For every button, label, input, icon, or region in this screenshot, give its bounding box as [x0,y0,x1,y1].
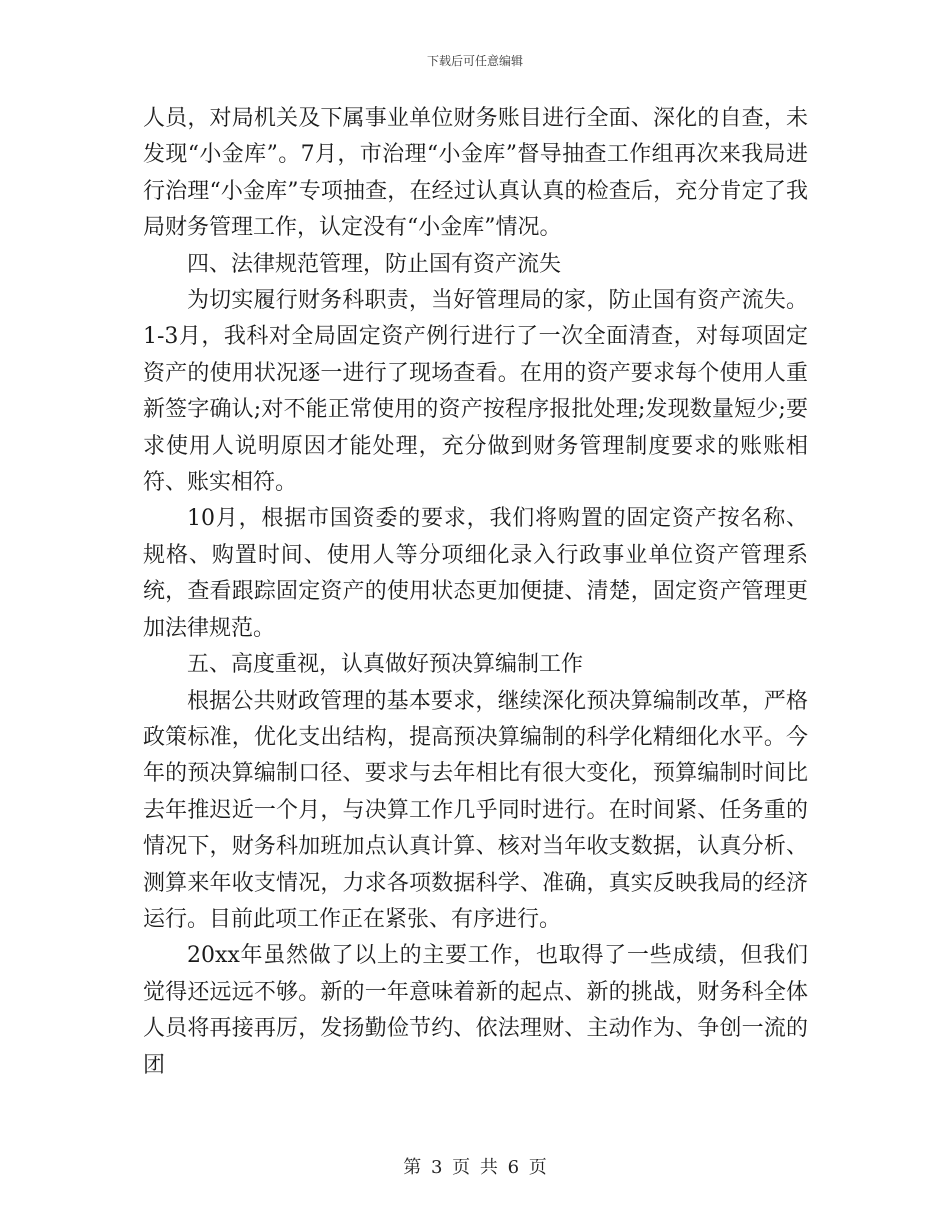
page-number-footer: 第 3 页 共 6 页 [403,1157,547,1178]
paragraph-1: 人员，对局机关及下属事业单位财务账目进行全面、深化的自查，未发现“小金库”。7月，市治理“小金库”督导抽查工作组再次来我局进行治理“小金库”专项抽查，在经过认真认真的检查后，充分肯定了我局财务管理工作，认定没有“小金库”情况。 [143,106,808,241]
paragraph-2: 为切实履行财务科职责，当好管理局的家，防止国有资产流失。1-3月，我科对全局固定资产例行进行了一次全面清查，对每项固定资产的使用状况逐一进行了现场查看。在用的资产要求每个使用人重新签字确认;对不能正常使用的资产按程序报批处理;发现数量短少;要求使用人说明原因才能处理，充分做到财务管理制度要求的账账相符、账实相符。 [143,288,808,496]
paragraph-3: 10月，根据市国资委的要求，我们将购置的固定资产按名称、规格、购置时间、使用人等分项细化录入行政事业单位资产管理系统，查看跟踪固定资产的使用状态更加便捷、清楚，固定资产管理更加法律规范。 [143,506,808,641]
paragraph-4: 根据公共财政管理的基本要求，继续深化预决算编制改革，严格政策标准，优化支出结构，提高预决算编制的科学化精细化水平。今年的预决算编制口径、要求与去年相比有很大变化，预算编制时间比去年推迟近一个月，与决算工作几乎同时进行。在时间紧、任务重的情况下，财务科加班加点认真计算、核对当年收支数据，认真分析、测算来年收支情况，力求各项数据科学、准确，真实反映我局的经济运行。目前此项工作正在紧张、有序进行。 [143,688,808,932]
document-body [143,101,808,1084]
section-heading-4: 四、法律规范管理，防止国有资产流失 [187,251,562,277]
section-heading-5: 五、高度重视，认真做好预决算编制工作 [187,652,584,678]
page-header-note: 下载后可任意编辑 [426,54,523,68]
paragraph-5: 20xx年虽然做了以上的主要工作，也取得了一些成绩，但我们觉得还远远不够。新的一年意味着新的起点、新的挑战，财务科全体人员将再接再厉，发扬勤俭节约、依法理财、主动作为、争创一流的团 [143,943,808,1078]
